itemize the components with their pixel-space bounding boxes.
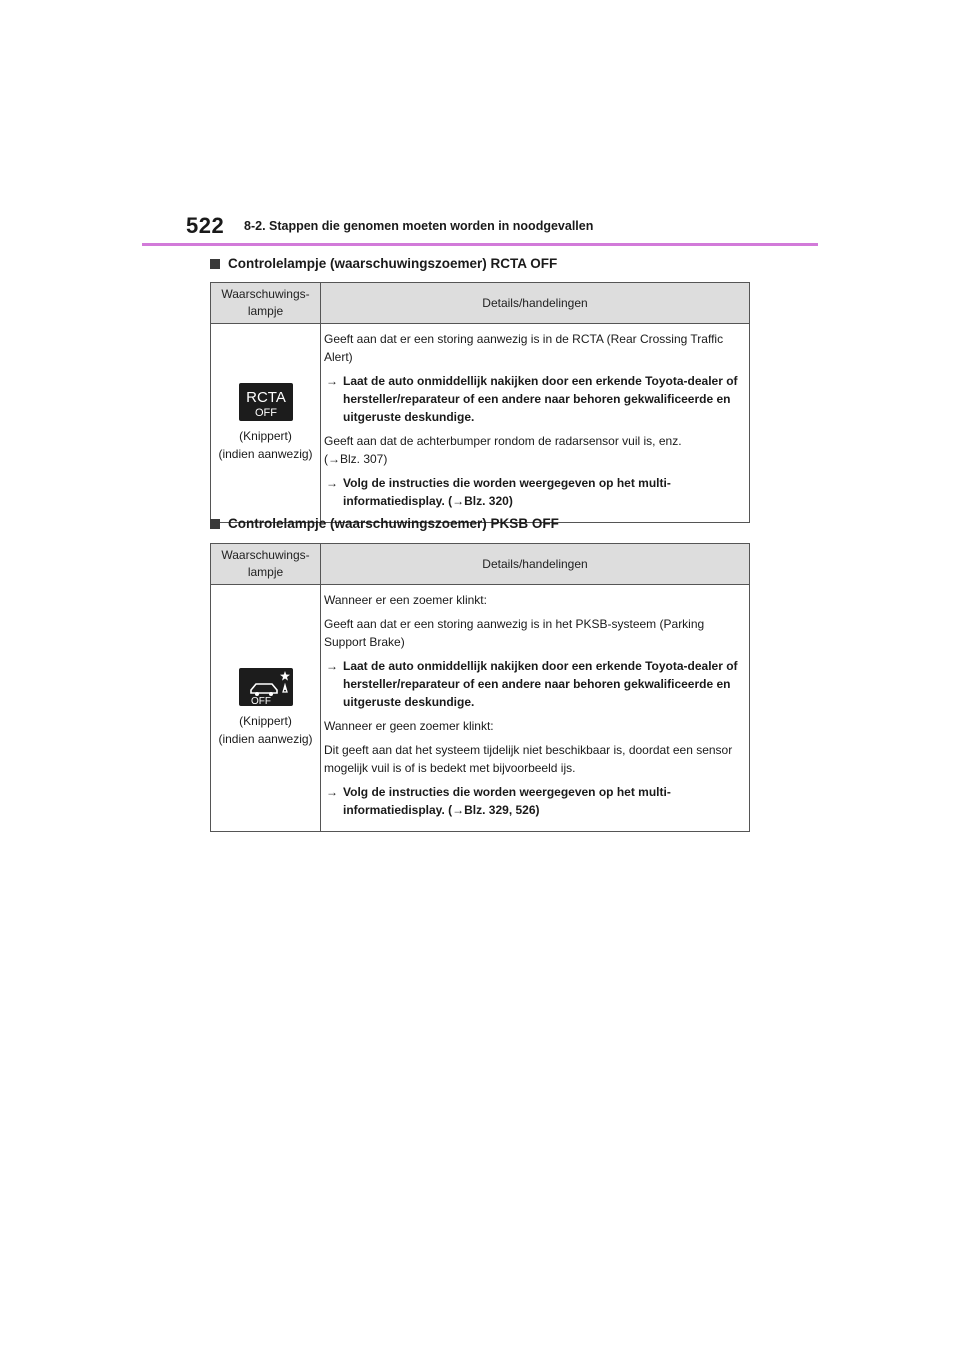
action-item xyxy=(324,783,745,819)
table-row xyxy=(211,585,750,832)
table-header-row xyxy=(211,544,750,585)
details-paragraph: Wanneer er een zoemer klinkt: xyxy=(324,593,487,607)
col-header-lamp: Waarschuwings- lampje xyxy=(211,544,321,585)
details-cell xyxy=(321,324,750,523)
lamp-caption-optional: (indien aanwezig) xyxy=(218,447,313,461)
square-bullet-icon xyxy=(210,259,220,269)
chapter-title: 8-2. Stappen die genomen moeten worden in noodgevallen xyxy=(244,219,594,233)
arrow-icon: → xyxy=(326,374,338,388)
details-paragraph: Dit geeft aan dat het systeem tijdelijk niet beschikbaar is, doordat een sensor mogelijk vuil is of is bedekt met bijvoorbeeld ijs. xyxy=(324,743,733,775)
pksb-off-icon xyxy=(239,668,293,706)
lamp-cell xyxy=(211,324,321,523)
table-row xyxy=(211,324,750,523)
section-heading-pksb xyxy=(210,516,559,531)
col-header-lamp: Waarschuwings- lampje xyxy=(211,283,321,324)
section-heading-text: Controlelampje (waarschuwingszoemer) RCTA OFF xyxy=(228,256,558,271)
rcta-off-icon xyxy=(239,383,293,421)
action-item xyxy=(324,372,745,426)
action-item xyxy=(324,474,745,510)
action-text: Volg de instructies die worden weergegeven op het multi-informatiedisplay. (→Blz. 320) xyxy=(343,476,671,508)
section-heading-rcta xyxy=(210,256,557,271)
square-bullet-icon xyxy=(210,519,220,529)
arrow-icon: → xyxy=(326,785,338,799)
rcta-warning-table xyxy=(210,282,750,523)
col-header-details: Details/handelingen xyxy=(321,544,750,585)
page-number: 522 xyxy=(186,213,225,238)
page-reference: (→Blz. 307) xyxy=(324,452,388,466)
details-paragraph: Geeft aan dat er een storing aanwezig is in het PKSB-systeem (Parking Support Brake) xyxy=(324,617,705,649)
table-header-row xyxy=(211,283,750,324)
lamp-caption-blink: (Knippert) xyxy=(239,429,292,443)
col-header-details: Details/handelingen xyxy=(321,283,750,324)
details-paragraph: Geeft aan dat de achterbumper rondom de radarsensor vuil is, enz. (→Blz. 307) xyxy=(324,434,682,466)
header-rule xyxy=(142,243,818,246)
svg-text:OFF: OFF xyxy=(250,696,271,706)
svg-text:RCTA: RCTA xyxy=(245,389,286,406)
details-cell xyxy=(321,585,750,832)
section-heading-text: Controlelampje (waarschuwingszoemer) PKSB OFF xyxy=(228,516,559,531)
lamp-caption-optional: (indien aanwezig) xyxy=(218,732,313,746)
details-paragraph: Wanneer er geen zoemer klinkt: xyxy=(324,719,494,733)
arrow-icon: → xyxy=(326,659,338,673)
action-text: Laat de auto onmiddellijk nakijken door een erkende Toyota-dealer of hersteller/reparateur of een andere naar behoren gekwalificeerde en uitgeruste deskundige. xyxy=(343,374,738,424)
lamp-cell xyxy=(211,585,321,832)
details-paragraph: Geeft aan dat er een storing aanwezig is in de RCTA (Rear Crossing Traffic Alert) xyxy=(324,332,724,364)
lamp-caption-blink: (Knippert) xyxy=(239,714,292,728)
action-text: Laat de auto onmiddellijk nakijken door een erkende Toyota-dealer of hersteller/reparateur of een andere naar behoren gekwalificeerde en uitgeruste deskundige. xyxy=(343,659,738,709)
action-text: Volg de instructies die worden weergegeven op het multi-informatiedisplay. (→Blz. 329, 526) xyxy=(343,785,671,817)
pksb-warning-table xyxy=(210,543,750,832)
action-item xyxy=(324,657,745,711)
arrow-icon: → xyxy=(326,476,338,490)
svg-text:OFF: OFF xyxy=(254,407,277,419)
